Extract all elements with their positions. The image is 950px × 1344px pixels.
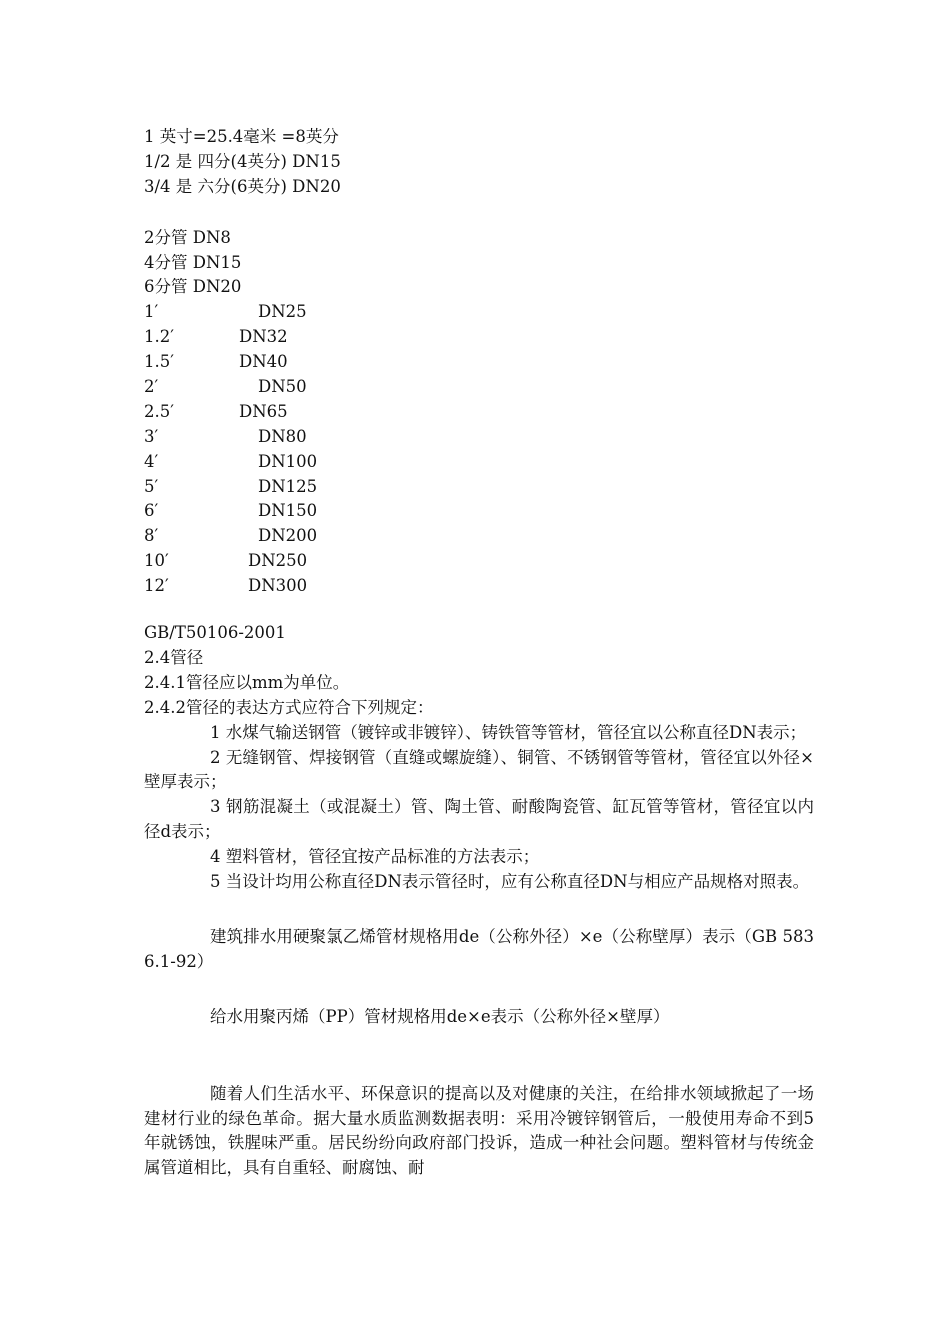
rule-item: 5 当设计均用公称直径DN表示管径时，应有公称直径DN与相应产品规格对照表。: [210, 872, 810, 892]
conversion-line: 3/4 是 六分(6英分) DN20: [144, 176, 341, 196]
standard-section: [144, 621, 814, 895]
inch-value: 12′: [144, 576, 169, 596]
inch-value: 1.2′: [144, 327, 174, 347]
inch-value: 2.5′: [144, 401, 174, 421]
size-row: [144, 475, 814, 500]
drainage-note: 建筑排水用硬聚氯乙烯管材规格用de（公称外径）×e（公称壁厚）表示（GB 5836.1-92）: [144, 926, 814, 971]
size-row: [144, 549, 814, 574]
fen-size-line: 4分管 DN15: [144, 252, 242, 272]
conversion-block: [144, 125, 814, 200]
inch-value: 10′: [144, 551, 169, 571]
fen-size-block: [144, 226, 814, 301]
dn-value: DN125: [258, 476, 318, 496]
inch-value: 8′: [144, 526, 159, 546]
size-row: [144, 425, 814, 450]
dn-value: DN65: [239, 401, 288, 421]
dn-value: DN300: [248, 576, 308, 596]
fen-size-line: 2分管 DN8: [144, 227, 231, 247]
rule-item: 1 水煤气输送钢管（镀锌或非镀锌）、铸铁管等管材，管径宜以公称直径DN表示；: [210, 722, 807, 742]
conversion-line: 1/2 是 四分(4英分) DN15: [144, 151, 341, 171]
document-page: [144, 125, 814, 1181]
standard-code: GB/T50106-2001: [144, 623, 286, 643]
section-heading: 2.4管径: [144, 647, 204, 667]
size-row: [144, 400, 814, 425]
size-row: [144, 325, 814, 350]
clause-text: 2.4.1管径应以mm为单位。: [144, 672, 350, 692]
inch-value: 5′: [144, 476, 159, 496]
dn-value: DN150: [258, 501, 318, 521]
fen-size-line: 6分管 DN20: [144, 277, 242, 297]
size-row: [144, 300, 814, 325]
size-row: [144, 574, 814, 599]
dn-value: DN25: [258, 302, 307, 322]
dn-value: DN50: [258, 377, 307, 397]
inch-value: 3′: [144, 426, 159, 446]
water-supply-note: 给水用聚丙烯（PP）管材规格用de×e表示（公称外径×壁厚）: [210, 1006, 670, 1026]
inch-value: 1.5′: [144, 352, 174, 372]
dn-value: DN250: [248, 551, 308, 571]
closing-paragraph: 随着人们生活水平、环保意识的提高以及对健康的关注，在给排水领域掀起了一场建材行业的绿色革命。据大量水质监测数据表明：采用冷镀锌钢管后，一般使用寿命不到5年就锈蚀，铁腥味严重。居民纷纷向政府部门投诉，造成一种社会问题。塑料管材与传统金属管道相比，具有自重轻、耐腐蚀、耐: [144, 1083, 814, 1178]
size-row: [144, 375, 814, 400]
size-row: [144, 450, 814, 475]
rule-item: 4 塑料管材，管径宜按产品标准的方法表示；: [210, 847, 540, 867]
dn-value: DN32: [239, 327, 288, 347]
rule-item: 2 无缝钢管、焊接钢管（直缝或螺旋缝）、铜管、不锈钢管等管材，管径宜以外径×壁厚表示；: [144, 747, 814, 792]
inch-dn-table: [144, 300, 814, 599]
dn-value: DN200: [258, 526, 318, 546]
dn-value: DN80: [258, 426, 307, 446]
inch-value: 2′: [144, 377, 159, 397]
rule-item: 3 钢筋混凝土（或混凝土）管、陶土管、耐酸陶瓷管、缸瓦管等管材，管径宜以内径d表示；: [144, 797, 814, 842]
clause-text: 2.4.2管径的表达方式应符合下列规定：: [144, 697, 434, 717]
size-row: [144, 350, 814, 375]
conversion-line: 1 英寸=25.4毫米 =8英分: [144, 127, 339, 146]
inch-value: 6′: [144, 501, 159, 521]
dn-value: DN100: [258, 451, 318, 471]
size-row: [144, 499, 814, 524]
size-row: [144, 524, 814, 549]
dn-value: DN40: [239, 352, 288, 372]
inch-value: 1′: [144, 302, 159, 322]
inch-value: 4′: [144, 451, 159, 471]
